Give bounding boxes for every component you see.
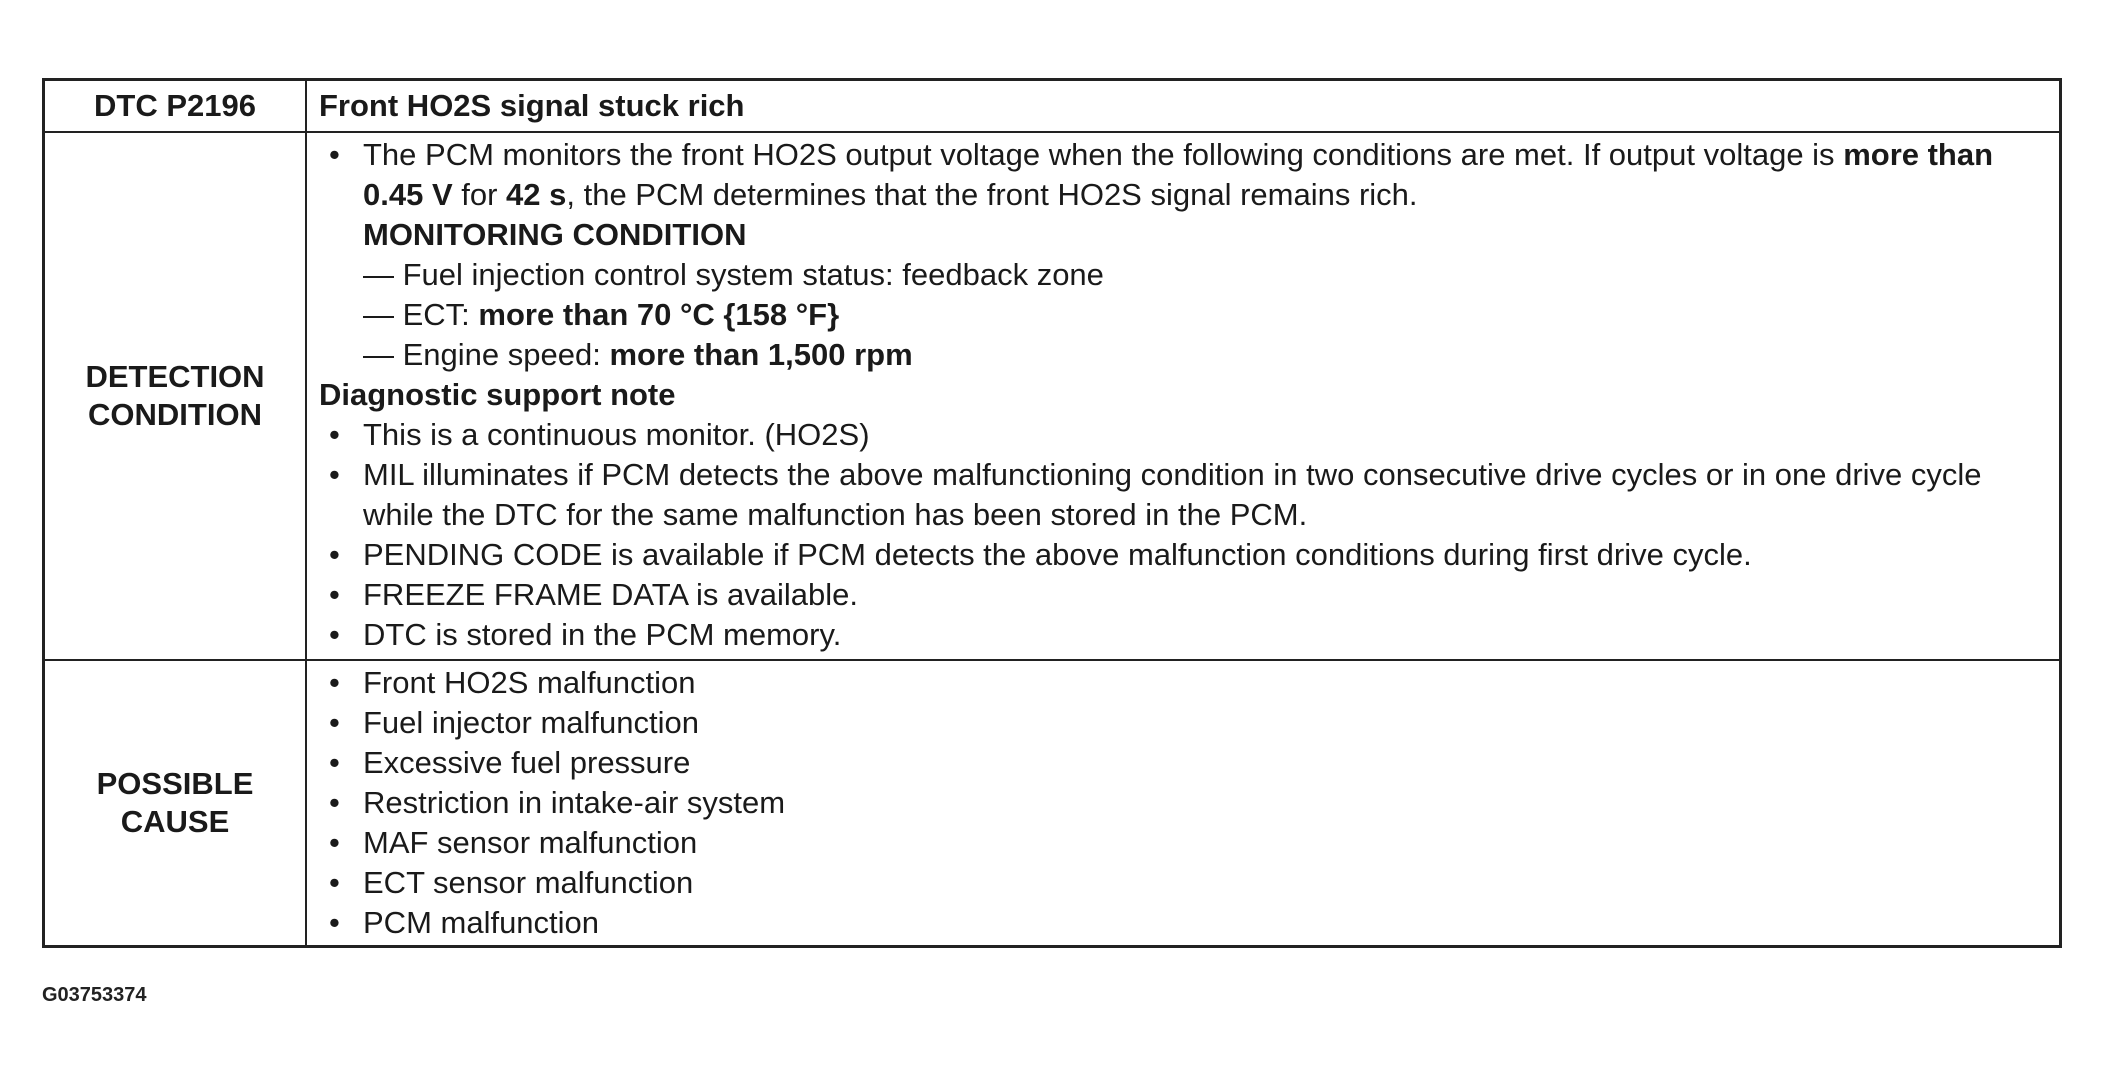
figure-code: G03753374 — [42, 984, 147, 1006]
possible-cause-label — [44, 660, 307, 947]
cause-item: • ECT sensor malfunction — [319, 863, 2051, 903]
possible-label-line1: POSSIBLE — [96, 766, 254, 801]
cause-item: • Front HO2S malfunction — [319, 663, 2051, 703]
monitoring-condition-1: — Fuel injection control system status: feedback zone — [363, 257, 1104, 292]
cause-item: • MAF sensor malfunction — [319, 823, 2051, 863]
detection-condition-content — [306, 132, 2061, 660]
detection-condition-row — [44, 132, 2061, 660]
detection-condition-label — [44, 132, 307, 660]
dtc-table — [42, 78, 2062, 948]
possible-cause-content — [306, 660, 2061, 947]
cause-item: • Restriction in intake-air system — [319, 783, 2051, 823]
detection-label-line1: DETECTION — [85, 359, 265, 394]
intro-voltage: more than 0.45 V — [363, 137, 1994, 212]
possible-cause-row — [44, 660, 2061, 947]
cause-item: • Fuel injector malfunction — [319, 703, 2051, 743]
intro-part3: , the PCM determines that the front HO2S signal remains rich. — [566, 177, 1418, 212]
cond3-prefix: — Engine speed: — [363, 337, 610, 372]
support-note: • PENDING CODE is available if PCM detects the above malfunction conditions during first drive cycle. — [319, 535, 2051, 575]
dtc-code-cell — [44, 80, 307, 133]
intro-part1: The PCM monitors the front HO2S output voltage when the following conditions are met. If output voltage is — [363, 137, 1835, 172]
dtc-title: Front HO2S signal stuck rich — [319, 88, 745, 123]
cond2-prefix: — ECT: — [363, 297, 479, 332]
detection-intro — [319, 135, 2051, 215]
cond2-value: more than 70 °C {158 °F} — [478, 297, 840, 332]
support-note: • This is a continuous monitor. (HO2S) — [319, 415, 2051, 455]
intro-part2: for — [452, 177, 507, 212]
cause-item: • PCM malfunction — [319, 903, 2051, 943]
support-note: • MIL illuminates if PCM detects the above malfunctioning condition in two consecutive drive cycles or in one drive cycle while the DTC for the same malfunction has been stored in the PCM. — [319, 455, 2051, 535]
cond3-value: more than 1,500 rpm — [609, 337, 913, 372]
cause-item: • Excessive fuel pressure — [319, 743, 2051, 783]
dtc-code: DTC P2196 — [94, 88, 256, 123]
monitoring-condition-title: MONITORING CONDITION — [363, 217, 747, 252]
support-note: • FREEZE FRAME DATA is available. — [319, 575, 2051, 615]
detection-label-line2: CONDITION — [88, 397, 262, 432]
dtc-title-cell — [306, 80, 2061, 133]
possible-label-line2: CAUSE — [120, 804, 230, 839]
support-note: • DTC is stored in the PCM memory. — [319, 615, 2051, 655]
header-row — [44, 80, 2061, 133]
monitoring-condition-3 — [319, 335, 2051, 375]
diagnostic-support-title: Diagnostic support note — [319, 377, 676, 412]
intro-time: 42 s — [506, 177, 567, 212]
monitoring-condition-2 — [319, 295, 2051, 335]
